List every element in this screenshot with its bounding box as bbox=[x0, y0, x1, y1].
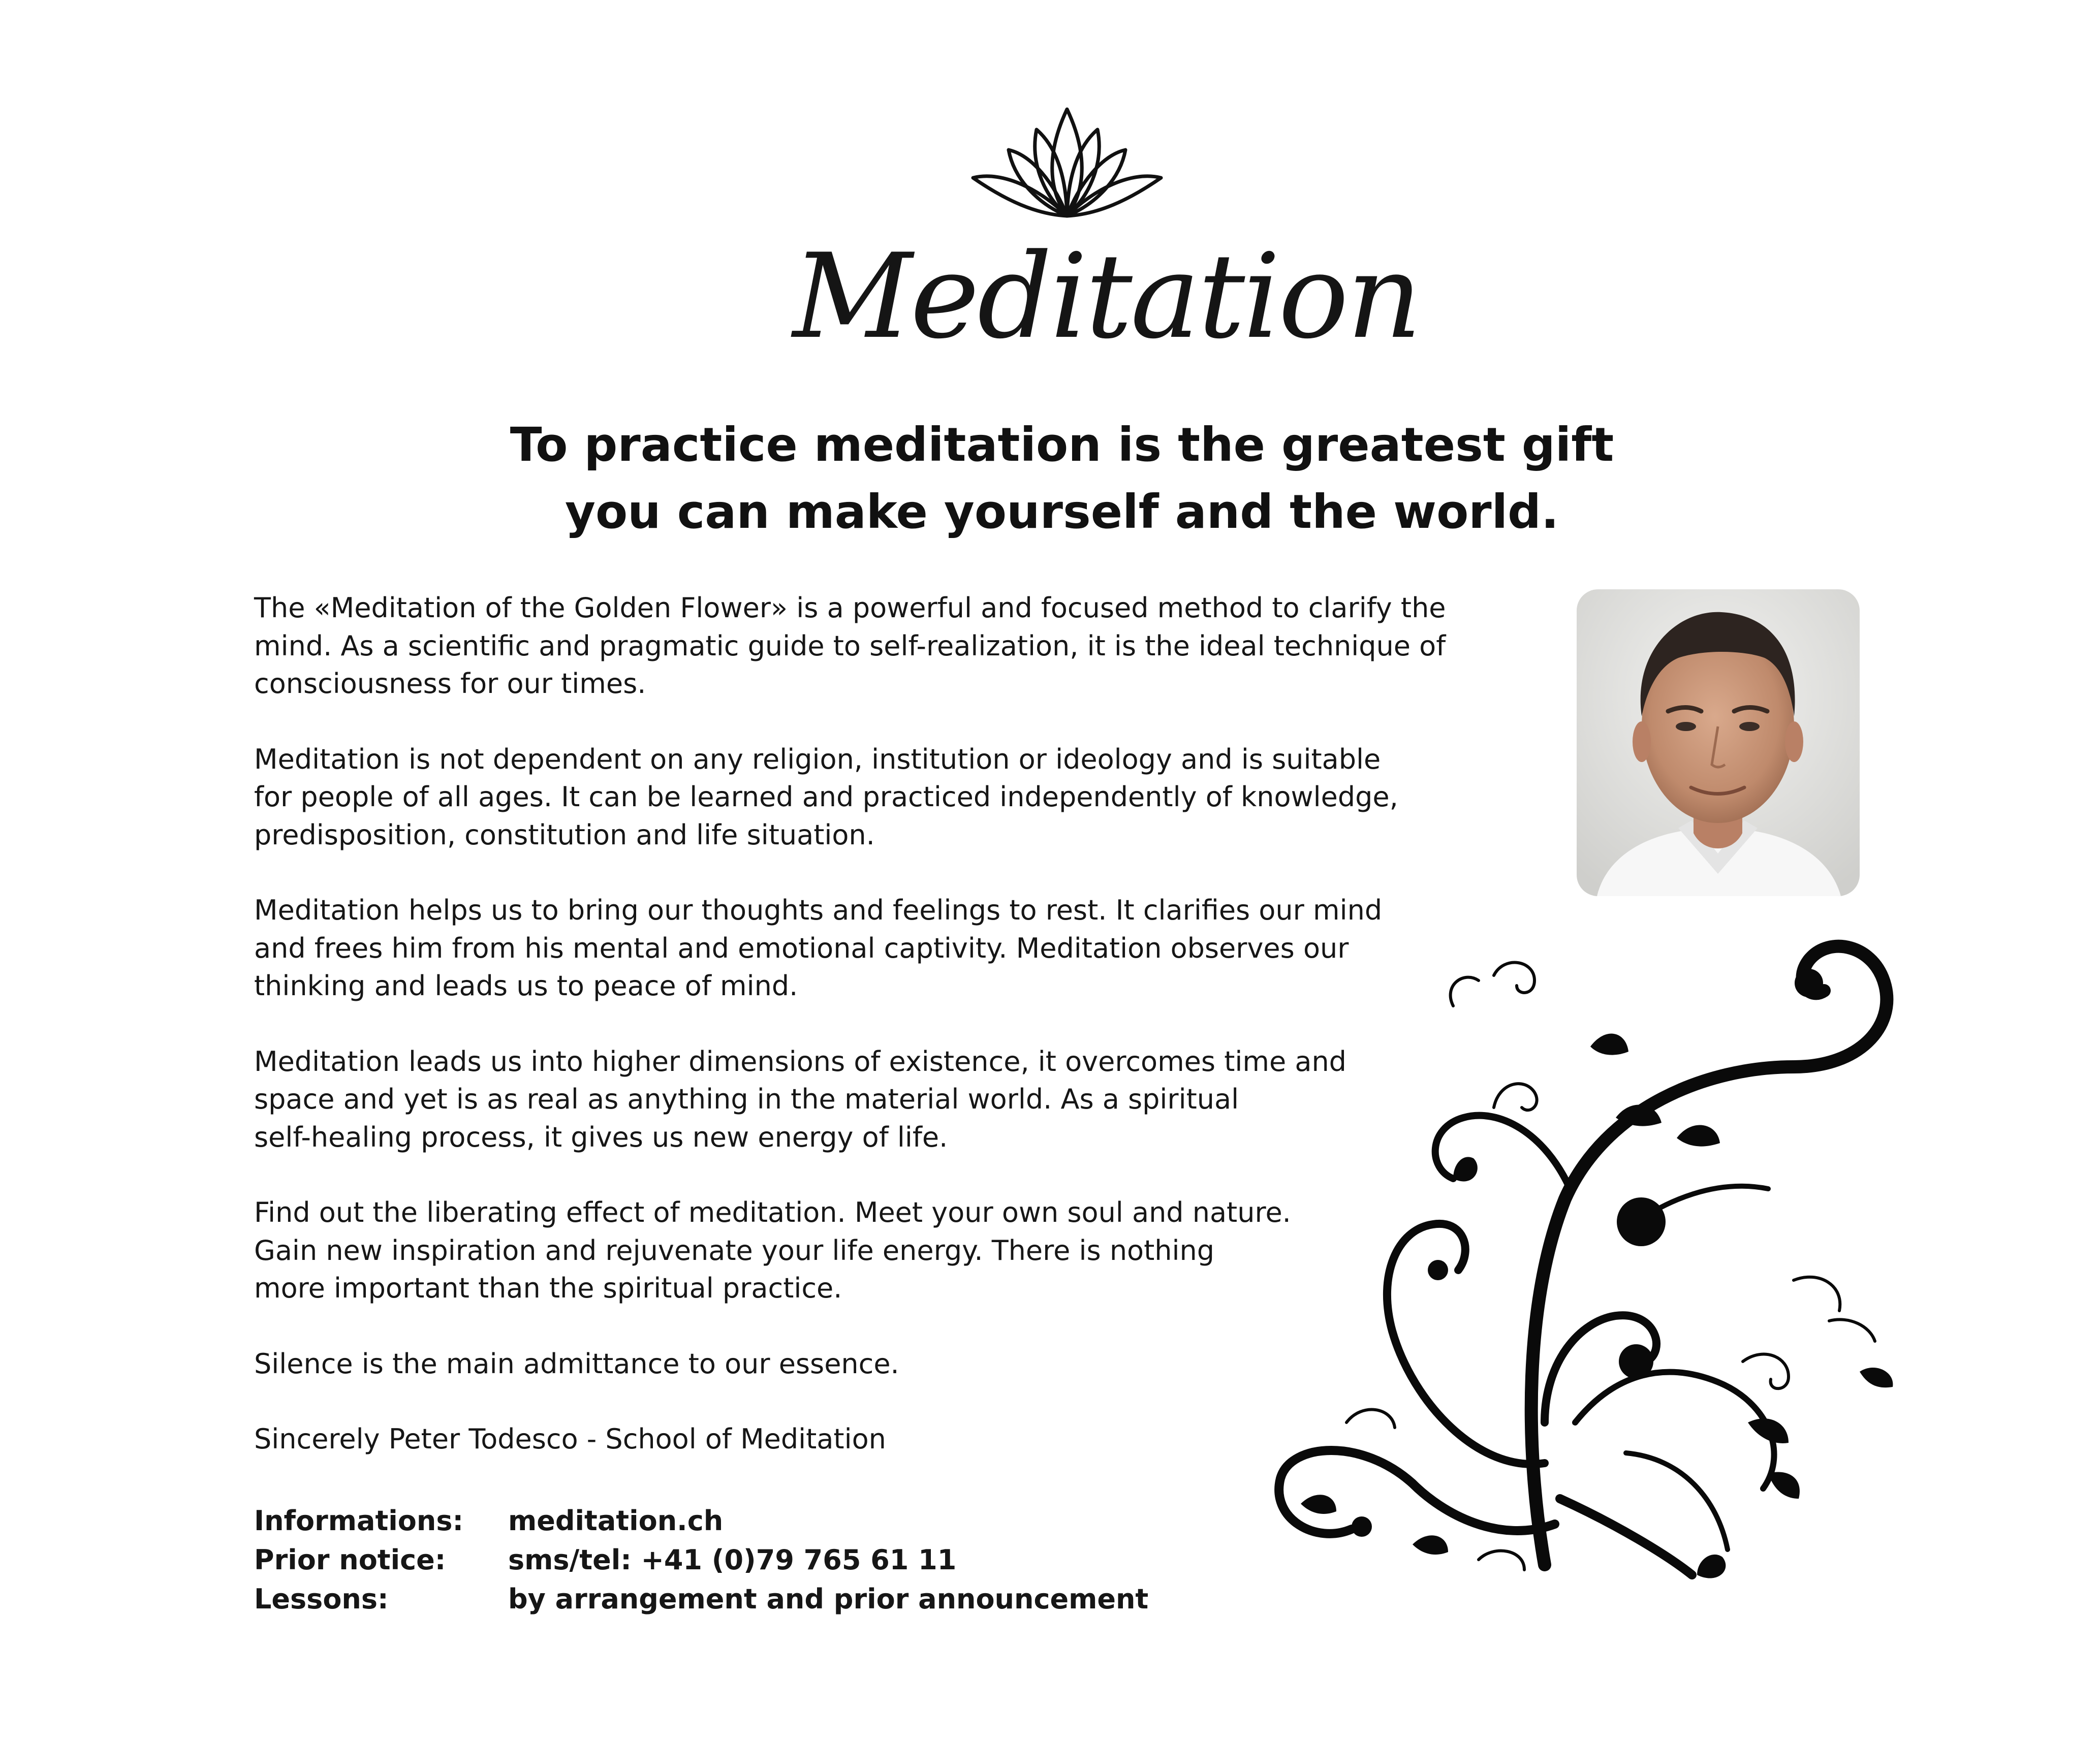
text-line: consciousness for our times. bbox=[254, 668, 646, 700]
text-line: more important than the spiritual practice. bbox=[254, 1272, 842, 1304]
text-line: Gain new inspiration and rejuvenate your life energy. There is nothing bbox=[254, 1234, 1214, 1267]
info-row-prior-notice bbox=[254, 1540, 1423, 1579]
text-line: and frees him from his mental and emotional captivity. Meditation observes our bbox=[254, 932, 1349, 964]
text-line: Sincerely Peter Todesco - School of Meditation bbox=[254, 1423, 886, 1455]
lotus-icon bbox=[965, 102, 1169, 224]
headline bbox=[447, 412, 1677, 546]
text-line: self-healing process, it gives us new energy of life. bbox=[254, 1121, 948, 1153]
info-label: Informations: bbox=[254, 1505, 464, 1537]
floral-swirl-ornament bbox=[1260, 914, 1926, 1636]
text-line: for people of all ages. It can be learned and practiced independently of knowledge, bbox=[254, 781, 1398, 813]
phone-number[interactable]: sms/tel: +41 (0)79 765 61 11 bbox=[508, 1544, 957, 1576]
website-link[interactable]: meditation.ch bbox=[508, 1505, 724, 1537]
text-line: Meditation leads us into higher dimensions of existence, it overcomes time and bbox=[254, 1045, 1346, 1078]
headline-line-2: you can make yourself and the world. bbox=[565, 485, 1559, 539]
text-line: thinking and leads us to peace of mind. bbox=[254, 970, 798, 1002]
info-row-lessons bbox=[254, 1579, 1423, 1619]
page-title: Meditation bbox=[793, 229, 1420, 365]
text-line: Find out the liberating effect of meditation. Meet your own soul and nature. bbox=[254, 1196, 1291, 1228]
text-line: The «Meditation of the Golden Flower» is a powerful and focused method to clarify the bbox=[254, 592, 1446, 624]
text-line: mind. As a scientific and pragmatic guide to self-realization, it is the ideal technique of bbox=[254, 629, 1446, 662]
text-line: Silence is the main admittance to our essence. bbox=[254, 1347, 899, 1380]
text-line: Meditation is not dependent on any religion, institution or ideology and is suitable bbox=[254, 743, 1381, 775]
info-table bbox=[254, 1501, 1423, 1619]
info-row-informations bbox=[254, 1501, 1423, 1540]
info-value: by arrangement and prior announcement bbox=[508, 1583, 1149, 1615]
info-label: Prior notice: bbox=[254, 1544, 446, 1576]
text-line: predisposition, constitution and life situation. bbox=[254, 818, 875, 851]
portrait-photo bbox=[1577, 589, 1860, 896]
paragraph-not-dependent bbox=[254, 741, 1474, 855]
headline-line-1: To practice meditation is the greatest gift bbox=[510, 418, 1614, 472]
text-line: Meditation helps us to bring our thoughts and feelings to rest. It clarifies our mind bbox=[254, 894, 1383, 926]
info-label: Lessons: bbox=[254, 1583, 389, 1615]
text-line: space and yet is as real as anything in the material world. As a spiritual bbox=[254, 1083, 1239, 1115]
paragraph-golden-flower bbox=[254, 589, 1474, 703]
